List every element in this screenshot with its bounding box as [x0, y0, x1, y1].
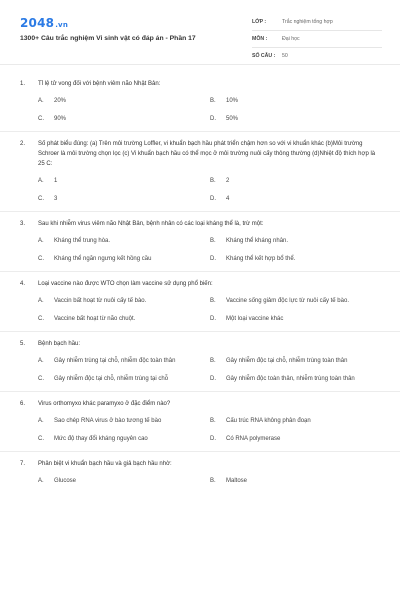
question-list: [0, 72, 400, 493]
option-text: Gây nhiễm độc toàn thân, nhiễm trùng toàn thân: [226, 375, 355, 382]
option-text: Gây nhiễm trùng tại chỗ, nhiễm độc toàn thân: [54, 357, 176, 364]
meta-subject: [252, 31, 382, 48]
answer-options: [38, 355, 380, 385]
option-letter: C.: [38, 115, 44, 122]
question-item: [0, 72, 400, 132]
option-text: Có RNA polymerase: [226, 435, 281, 442]
option-letter: C.: [38, 375, 44, 382]
question-text: Số phát biểu đúng: (a) Trên môi trường Loffler, vi khuẩn bạch hầu phát triển chậm hơn so với vi khuẩn khác (b)Môi trường Schroer là môi trường chọn lọc (c) Vi khuẩn bạch hầu có thể mọc ở môi trường nuôi cấy thông thường (d)Nhiệt độ thích hợp là 25 C:: [38, 141, 376, 167]
meta-value: 50: [282, 53, 288, 59]
option-text: Kháng thể trung hòa.: [54, 237, 111, 244]
answer-option[interactable]: [38, 415, 210, 427]
option-letter: C.: [38, 435, 44, 442]
question-text: Sau khi nhiễm virus viêm não Nhật Bản, bệnh nhân có các loại kháng thể là, trừ một:: [38, 221, 264, 227]
question-number: 2.: [20, 141, 26, 147]
answer-option[interactable]: [210, 355, 378, 367]
option-text: Sao chép RNA virus ở bào tương tế bào: [54, 417, 162, 424]
answer-option[interactable]: [38, 235, 210, 247]
option-text: 1: [54, 177, 58, 184]
option-letter: A.: [38, 357, 44, 364]
option-letter: D.: [210, 255, 216, 262]
option-text: 10%: [226, 97, 239, 104]
answer-option[interactable]: [38, 253, 210, 265]
answer-option[interactable]: [210, 295, 378, 307]
question-text: Bệnh bạch hầu:: [38, 341, 81, 347]
option-letter: D.: [210, 375, 216, 382]
option-text: Cấu trúc RNA không phân đoạn: [226, 417, 311, 424]
answer-options: [38, 235, 380, 265]
header-divider: [0, 64, 400, 65]
answer-option[interactable]: [38, 433, 210, 445]
answer-option[interactable]: [38, 113, 210, 125]
meta-key: LỚP :: [252, 19, 267, 25]
question-number: 7.: [20, 461, 26, 467]
option-letter: A.: [38, 237, 44, 244]
document-meta: [252, 14, 382, 65]
logo-suffix: .vn: [55, 21, 69, 29]
option-text: Glucose: [54, 477, 77, 484]
option-letter: B.: [210, 97, 216, 104]
answer-options: [38, 95, 380, 125]
meta-question-count: [252, 48, 382, 65]
option-letter: B.: [210, 477, 216, 484]
meta-key: MÔN :: [252, 36, 268, 42]
option-letter: D.: [210, 435, 216, 442]
answer-options: [38, 295, 380, 325]
question-number: 6.: [20, 401, 26, 407]
option-text: Kháng thể kết hợp bổ thể.: [226, 255, 296, 262]
option-letter: B.: [210, 237, 216, 244]
option-letter: B.: [210, 297, 216, 304]
option-letter: A.: [38, 417, 44, 424]
answer-option[interactable]: [38, 295, 210, 307]
answer-option[interactable]: [38, 175, 210, 187]
answer-option[interactable]: [210, 313, 378, 325]
answer-option[interactable]: [210, 475, 378, 487]
question-text: Virus orthomyxo khác paramyxo ở đặc điểm nào?: [38, 401, 171, 407]
question-text: Loại vaccine nào được WTO chọn làm vaccine sử dụng phổ biến:: [38, 281, 213, 287]
option-letter: B.: [210, 357, 216, 364]
answer-options: [38, 175, 380, 205]
answer-option[interactable]: [210, 95, 378, 107]
answer-option[interactable]: [210, 113, 378, 125]
option-letter: B.: [210, 177, 216, 184]
answer-option[interactable]: [38, 95, 210, 107]
option-letter: D.: [210, 195, 216, 202]
question-item: [0, 392, 400, 452]
option-text: Một loại vaccine khác: [226, 315, 284, 322]
option-text: Vaccin bất hoạt từ nuôi cấy tế bào.: [54, 297, 147, 304]
question-number: 5.: [20, 341, 26, 347]
option-text: Vaccine bất hoạt từ não chuột.: [54, 315, 136, 322]
question-number: 1.: [20, 81, 26, 87]
option-text: Gây nhiễm độc tại chỗ, nhiễm trùng tại chỗ: [54, 375, 169, 382]
option-text: Maltose: [226, 477, 248, 484]
option-text: 20%: [54, 97, 67, 104]
document-title: 1300+ Câu trắc nghiệm Vi sinh vật có đáp án - Phần 17: [20, 35, 196, 42]
option-text: 2: [226, 177, 230, 184]
answer-option[interactable]: [38, 355, 210, 367]
meta-value: Đại học: [282, 36, 300, 42]
option-letter: D.: [210, 115, 216, 122]
question-number: 4.: [20, 281, 26, 287]
question-item: [0, 212, 400, 272]
answer-options: [38, 415, 380, 445]
option-text: Kháng thể kháng nhân.: [226, 237, 289, 244]
answer-option[interactable]: [210, 253, 378, 265]
answer-option[interactable]: [38, 475, 210, 487]
answer-option[interactable]: [38, 373, 210, 385]
answer-option[interactable]: [38, 193, 210, 205]
question-item: [0, 132, 400, 212]
answer-option[interactable]: [38, 313, 210, 325]
meta-key: SỐ CÂU :: [252, 53, 276, 59]
question-text: Phân biệt vi khuẩn bạch hầu và giả bạch hầu nhờ:: [38, 461, 172, 467]
question-number: 3.: [20, 221, 26, 227]
option-text: 50%: [226, 115, 239, 122]
option-letter: A.: [38, 177, 44, 184]
meta-value: Trắc nghiệm tổng hợp: [282, 19, 333, 25]
option-text: Kháng thể ngăn ngưng kết hồng cầu: [54, 255, 152, 262]
answer-option[interactable]: [210, 433, 378, 445]
answer-option[interactable]: [210, 415, 378, 427]
answer-option[interactable]: [210, 175, 378, 187]
question-item: [0, 452, 400, 493]
option-text: Mức độ thay đổi kháng nguyên cao: [54, 435, 148, 442]
option-letter: A.: [38, 477, 44, 484]
option-letter: B.: [210, 417, 216, 424]
answer-option[interactable]: [210, 373, 378, 385]
option-text: 4: [226, 195, 230, 202]
option-text: 90%: [54, 115, 67, 122]
answer-options: [38, 475, 380, 487]
option-text: Gây nhiễm độc tại chỗ, nhiễm trùng toàn thân: [226, 357, 348, 364]
option-letter: C.: [38, 255, 44, 262]
option-letter: A.: [38, 97, 44, 104]
option-letter: D.: [210, 315, 216, 322]
answer-option[interactable]: [210, 235, 378, 247]
site-logo[interactable]: [20, 16, 68, 30]
logo-text: 2048: [20, 16, 55, 30]
answer-option[interactable]: [210, 193, 378, 205]
meta-class: [252, 14, 382, 31]
option-text: 3: [54, 195, 58, 202]
option-letter: C.: [38, 315, 44, 322]
question-item: [0, 272, 400, 332]
option-text: Vaccine sống giảm độc lực từ nuôi cấy tế bào.: [226, 297, 349, 304]
option-letter: C.: [38, 195, 44, 202]
question-text: Tỉ lệ tử vong đối với bệnh viêm não Nhật Bản:: [38, 81, 161, 87]
question-item: [0, 332, 400, 392]
option-letter: A.: [38, 297, 44, 304]
